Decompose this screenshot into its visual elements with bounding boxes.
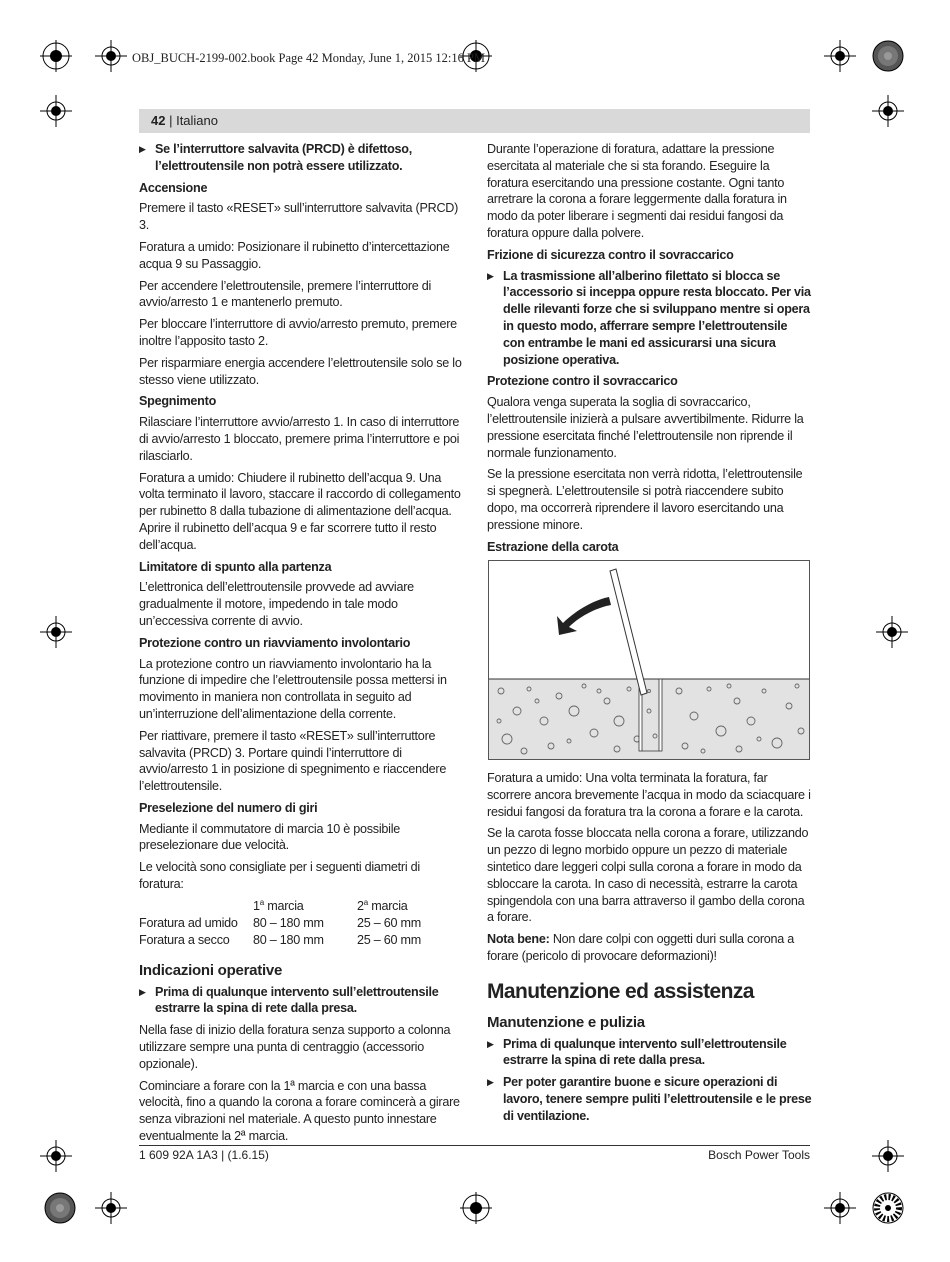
heading-riavviamento: Protezione contro un riavviamento involontario (139, 635, 411, 650)
page-number: 42 (151, 113, 166, 128)
triangle-bullet-icon: ▶ (487, 1077, 494, 1088)
heading-estrazione: Estrazione della carota (487, 539, 619, 554)
table-header-gear-1: 1$^a$ marcia (253, 897, 304, 913)
heading-preselezione: Preselezione del numero di giri (139, 800, 318, 815)
header-separator: | (165, 113, 177, 128)
registration-mark-right-middle (876, 616, 908, 648)
warning-bullet-prcd: ▶ Se l’interruttore salvavita (PRCD) è difettoso, l’elettroutensile non potrà essere utilizzato. (139, 142, 412, 173)
heading-manutenzione-assistenza: Manutenzione ed assistenza (487, 979, 754, 1003)
registration-mark-left-lower (40, 1140, 72, 1172)
core-removal-drawing (489, 561, 809, 759)
triangle-bullet-icon: ▶ (139, 986, 146, 997)
paragraph: Foratura a umido: Posizionare il rubinetto d’intercettazione acqua 9 su Passaggio. (139, 239, 450, 271)
paragraph: Se la carota fosse bloccata nella corona a forare, utilizzando un pezzo di legno morbido oppure un pezzo di materiale sintetico dare leggeri colpi sulla corona a forare in modo da sbloccare la carota. In caso di necessità, estrarre la carota spingendola con una barra attraverso il gambo della corona a forare. (487, 826, 809, 925)
footer-rule (139, 1145, 810, 1146)
paragraph: Mediante il commutatore di marcia 10 è possibile preselezionare due velocità. (139, 821, 400, 853)
table-row: Foratura a secco 80 – 180 mm 25 – 60 mm (139, 932, 421, 947)
paragraph: Qualora venga superata la soglia di sovraccarico, l’elettroutensile inizierà a pulsare avvertibilmente. Ridurre la pressione esercitata finché l’elettroutensile non riprende il normale funzionamento. (487, 395, 804, 460)
paragraph: Cominciare a forare con la 1ª marcia e con una bassa velocità, fino a quando la corona a forare comincerà a girare senza vibrazioni nel materiale. A questo punto innestare eventualmente la 2ª marcia. (139, 1078, 460, 1144)
color-wheel-mark-bottom-right (872, 1192, 904, 1224)
left-column (139, 141, 464, 1150)
heading-indicazioni: Indicazioni operative (139, 961, 283, 979)
print-header: OBJ_BUCH-2199-002.book Page 42 Monday, June 1, 2015 12:16 PM (132, 51, 486, 65)
triangle-bullet-icon: ▶ (487, 1038, 494, 1049)
heading-frizione: Frizione di sicurezza contro il sovraccarico (487, 247, 734, 262)
registration-mark-bottom-center (460, 1192, 492, 1224)
table-header-gear-2: 2$^a$ marcia (357, 897, 408, 913)
paragraph: La protezione contro un riavviamento involontario ha la funzione di impedire che l’elettroutensile possa mettersi in movimento in maniera non controllata in seguito ad un’interruzione dell’alimentazione della corrente. (139, 656, 447, 721)
table-header-row (139, 898, 421, 915)
registration-mark-top-left (40, 40, 72, 72)
paragraph: Per riattivare, premere il tasto «RESET» sull’interruttore salvavita (PRCD) 3. Portare quindi l’interruttore di avvio/arresto 1 in posizione di spegnimento e riaccendere l’elettroutensile. (139, 728, 447, 794)
paragraph: Rilasciare l’interruttore avvio/arresto 1. In caso di interruttore di avvio/arresto 1 bloccato, premere prima l’interruttore e poi rilasciarlo. (139, 415, 460, 463)
footer-brand: Bosch Power Tools (708, 1148, 810, 1162)
color-wheel-mark-top-right (872, 40, 904, 72)
note-label: Nota bene: (487, 932, 550, 947)
speed-table (139, 898, 421, 949)
warning-bullet-pulizia: ▶ Per poter garantire buone e sicure operazioni di lavoro, tenere sempre puliti l’elettroutensile e le prese di ventilazione. (487, 1075, 812, 1123)
heading-protezione-sovraccarico: Protezione contro il sovraccarico (487, 374, 678, 389)
registration-mark-left-upper (40, 95, 72, 127)
paragraph: Foratura a umido: Chiudere il rubinetto dell’acqua 9. Una volta terminato il lavoro, staccare il raccordo di collegamento per rubinetto 8 dalla tubazione di alimentazione dell’acqua. Aprire il rubinetto dell’acqua 9 e far scorrere tutto il resto dell’acqua. (139, 470, 461, 552)
paragraph: Le velocità sono consigliate per i seguenti diametri di foratura: (139, 860, 420, 892)
registration-mark-right-upper (872, 95, 904, 127)
footer-doc-code: 1 609 92A 1A3 | (1.6.15) (139, 1148, 269, 1162)
page-header-band (139, 109, 810, 133)
paragraph: Nella fase di inizio della foratura senza supporto a colonna utilizzare sempre una punta di centraggio (accessorio opzionale). (139, 1023, 451, 1071)
registration-mark-bottom-center-left (95, 1192, 127, 1224)
paragraph: Per risparmiare energia accendere l’elettroutensile solo se lo stesso viene utilizzato. (139, 355, 462, 387)
warning-bullet-trasmissione: ▶ La trasmissione all’alberino filettato si blocca se l’accessorio si inceppa oppure resta bloccato. Per via delle rilevanti forze che si sviluppano mentre si opera in questo modo, afferrare sempre l’elettroutensile con entrambe le mani ed assicurarsi una sicura posizione operativa. (487, 268, 811, 367)
right-column-upper (487, 141, 812, 559)
registration-mark-left-middle (40, 616, 72, 648)
heading-spegnimento: Spegnimento (139, 394, 217, 409)
paragraph: Se la pressione esercitata non verrà ridotta, l’elettroutensile si spegnerà. L’elettroutensile si potrà riaccendere subito dopo, ma occorrerà riprendere il lavoro esercitando una pressione minore. (487, 467, 803, 532)
color-wheel-mark-bottom-left (44, 1192, 76, 1224)
right-column-lower (487, 770, 812, 1130)
paragraph: Foratura a umido: Una volta terminata la foratura, far scorrere ancora brevemente l’acqua in modo da sciacquare i residui fangosi da foratura tra la corona a forare e la carota. (487, 771, 811, 819)
heading-limitatore: Limitatore di spunto alla partenza (139, 559, 332, 574)
heading-manutenzione-pulizia: Manutenzione e pulizia (487, 1013, 645, 1031)
note-paragraph: Nota bene: Non dare colpi con oggetti duri sulla corona a forare (pericolo di provocare deformazioni)! (487, 932, 795, 963)
core-removal-illustration (488, 560, 810, 760)
header-language: Italiano (176, 113, 218, 128)
heading-accensione: Accensione (139, 180, 208, 195)
registration-mark-top-center-left (95, 40, 127, 72)
triangle-bullet-icon: ▶ (139, 144, 146, 154)
triangle-bullet-icon: ▶ (487, 270, 494, 281)
paragraph: Durante l’operazione di foratura, adattare la pressione esercitata al materiale che si sta forando. Eseguire la foratura esercitando una pressione costante. Ogni tanto arretrare la corona a forare leggermente dalla foratura in modo da poter liberare i segmenti dai residui fangosi da foratura oppure dalla polvere. (487, 142, 787, 240)
warning-bullet-spina: ▶ Prima di qualunque intervento sull’elettroutensile estrarre la spina di rete dalla presa. (139, 984, 439, 1016)
paragraph: Per accendere l’elettroutensile, premere l’interruttore di avvio/arresto 1 e mantenerlo premuto. (139, 278, 432, 310)
paragraph: Per bloccare l’interruttore di avvio/arresto premuto, premere inoltre l’apposito tasto 2. (139, 317, 457, 348)
registration-mark-right-lower (872, 1140, 904, 1172)
registration-mark-top-center-right (824, 40, 856, 72)
registration-mark-bottom-center-right (824, 1192, 856, 1224)
paragraph: L’elettronica dell’elettroutensile provvede ad avviare gradualmente il motore, impedendo in tale modo un’eccessiva corrente di avvio. (139, 580, 414, 628)
table-row: Foratura ad umido 80 – 180 mm 25 – 60 mm (139, 915, 421, 930)
warning-bullet-manut-spina: ▶ Prima di qualunque intervento sull’elettroutensile estrarre la spina di rete dalla presa. (487, 1036, 787, 1068)
paragraph: Premere il tasto «RESET» sull’interruttore salvavita (PRCD) 3. (139, 201, 459, 233)
